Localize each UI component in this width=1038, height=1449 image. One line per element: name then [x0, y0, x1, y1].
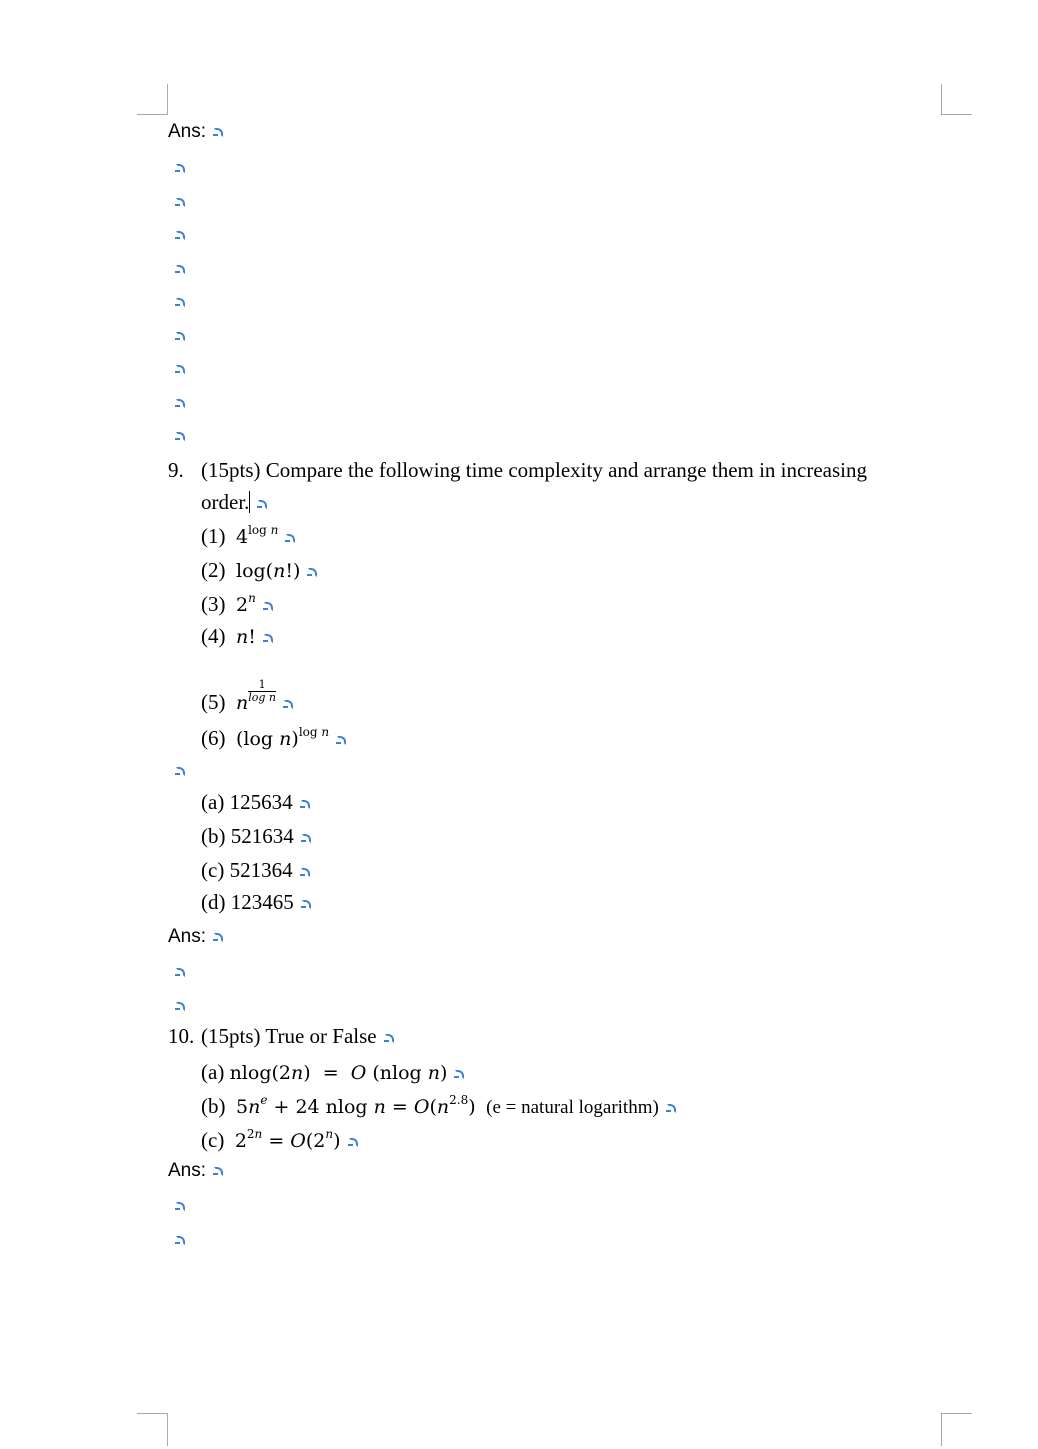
empty-paragraph[interactable]: [168, 321, 183, 347]
paragraph-mark-icon: [174, 430, 183, 442]
paragraph-mark-icon: [299, 798, 308, 810]
empty-paragraph[interactable]: [168, 1225, 183, 1251]
paragraph-mark-icon: [174, 966, 183, 978]
paragraph-mark-icon: [212, 931, 221, 943]
empty-paragraph[interactable]: [168, 1191, 183, 1217]
q10-item-b[interactable]: (b) $5n^e + 24$ nlog $n = O(n^{2.8}) (e$ = natural logarithm): [201, 1093, 674, 1122]
q9-item-5[interactable]: (5) n $\frac{1}{\text{log n}}$: [201, 679, 291, 716]
paragraph-mark-icon: [300, 898, 309, 910]
paragraph-mark-icon: [174, 1200, 183, 1212]
paragraph-mark-icon: [212, 1165, 221, 1177]
margin-corner-top-right: [941, 84, 972, 115]
margin-corner-top-left: [137, 84, 168, 115]
q9-item-6[interactable]: (6) (log n)$^{log n}$: [201, 725, 344, 754]
expr-log-n-pow-log-n: (log n)$^{log n}$: [236, 725, 330, 750]
q9-number: 9.: [168, 458, 184, 482]
margin-corner-bottom-right: [941, 1413, 972, 1446]
empty-paragraph[interactable]: [168, 388, 183, 414]
paragraph-mark-icon: [262, 632, 271, 644]
q9-prompt-continued[interactable]: order.: [201, 489, 265, 515]
expr-5n-e-plus-24nlogn-equals-o-n-2-8: $5n^e + 24$ nlog $n = O(n^{2.8})$: [236, 1093, 476, 1118]
paragraph-mark-icon: [262, 600, 271, 612]
q9-prompt[interactable]: (15pts) Compare the following time complexity and arrange them in increasing: [201, 458, 867, 482]
paragraph-mark-icon: [299, 866, 308, 878]
q9-choice-c[interactable]: (c) 521364: [201, 857, 308, 883]
empty-paragraph[interactable]: [168, 220, 183, 246]
q10-item-a[interactable]: (a) nlog(2n) = O (nlog n): [201, 1059, 462, 1086]
empty-paragraph[interactable]: [168, 421, 183, 447]
paragraph-mark-icon: [174, 1000, 183, 1012]
paragraph-mark-icon: [174, 263, 183, 275]
paragraph-mark-icon: [174, 330, 183, 342]
empty-paragraph[interactable]: [168, 756, 183, 782]
empty-paragraph[interactable]: [168, 354, 183, 380]
paragraph-mark-icon: [347, 1136, 356, 1148]
margin-corner-bottom-left: [137, 1413, 168, 1446]
paragraph-mark-icon: [665, 1102, 674, 1114]
text-cursor: [249, 491, 250, 513]
paragraph-mark-icon: [306, 566, 315, 578]
q9-item-2[interactable]: (2) log(n!): [201, 557, 315, 584]
empty-paragraph[interactable]: [168, 991, 183, 1017]
q10-prompt[interactable]: (15pts) True or False: [201, 1023, 392, 1049]
paragraph-mark-icon: [284, 532, 293, 544]
expr-2-pow-2n-equals-o-2-pow-n: $2^{2n} = O(2^n)$: [234, 1127, 341, 1152]
paragraph-mark-icon: [174, 1234, 183, 1246]
q9-choice-d[interactable]: (d) 123465: [201, 889, 309, 915]
paragraph-mark-icon: [174, 162, 183, 174]
paragraph-mark-icon: [335, 734, 344, 746]
paragraph-mark-icon: [300, 832, 309, 844]
paragraph-mark-icon: [174, 363, 183, 375]
q10-number: 10.: [168, 1024, 195, 1048]
empty-paragraph[interactable]: [168, 254, 183, 280]
empty-paragraph[interactable]: [168, 153, 183, 179]
empty-paragraph[interactable]: [168, 187, 183, 213]
q9-choice-a[interactable]: (a) 125634: [201, 789, 308, 815]
empty-paragraph[interactable]: [168, 957, 183, 983]
answer-label-q8[interactable]: Ans:: [168, 119, 221, 145]
expr-n-factorial: n!: [236, 626, 256, 648]
paragraph-mark-icon: [256, 498, 265, 510]
expr-log-n-factorial: log(n!): [236, 560, 301, 582]
q9-item-4[interactable]: (4) n!: [201, 623, 271, 650]
q10-item-c[interactable]: (c) $2^{2n} = O(2^n)$: [201, 1127, 356, 1156]
expr-2-pow-n: 2$^n$: [236, 591, 256, 616]
paragraph-mark-icon: [453, 1068, 462, 1080]
answer-label-q10[interactable]: Ans:: [168, 1158, 221, 1184]
paragraph-mark-icon: [174, 397, 183, 409]
paragraph-mark-icon: [383, 1032, 392, 1044]
q9-choice-b[interactable]: (b) 521634: [201, 823, 309, 849]
paragraph-mark-icon: [212, 126, 221, 138]
expr-n-pow-inverse-log-n: n $\frac{1}{\text{log n}}$: [236, 678, 277, 714]
paragraph-mark-icon: [174, 196, 183, 208]
q9-item-3[interactable]: (3) 2$^n$: [201, 591, 271, 620]
expr-4-pow-log-n: $4^{log n}$: [236, 523, 279, 548]
paragraph-mark-icon: [174, 296, 183, 308]
paragraph-mark-icon: [282, 698, 291, 710]
empty-paragraph[interactable]: [168, 287, 183, 313]
answer-label-q9[interactable]: Ans:: [168, 924, 221, 950]
paragraph-mark-icon: [174, 765, 183, 777]
expr-nlog-2n-equals-o-nlogn: nlog(2n) = O (nlog n): [229, 1062, 448, 1084]
q9-item-1[interactable]: (1) $4^{log n}$: [201, 523, 293, 552]
paragraph-mark-icon: [174, 229, 183, 241]
